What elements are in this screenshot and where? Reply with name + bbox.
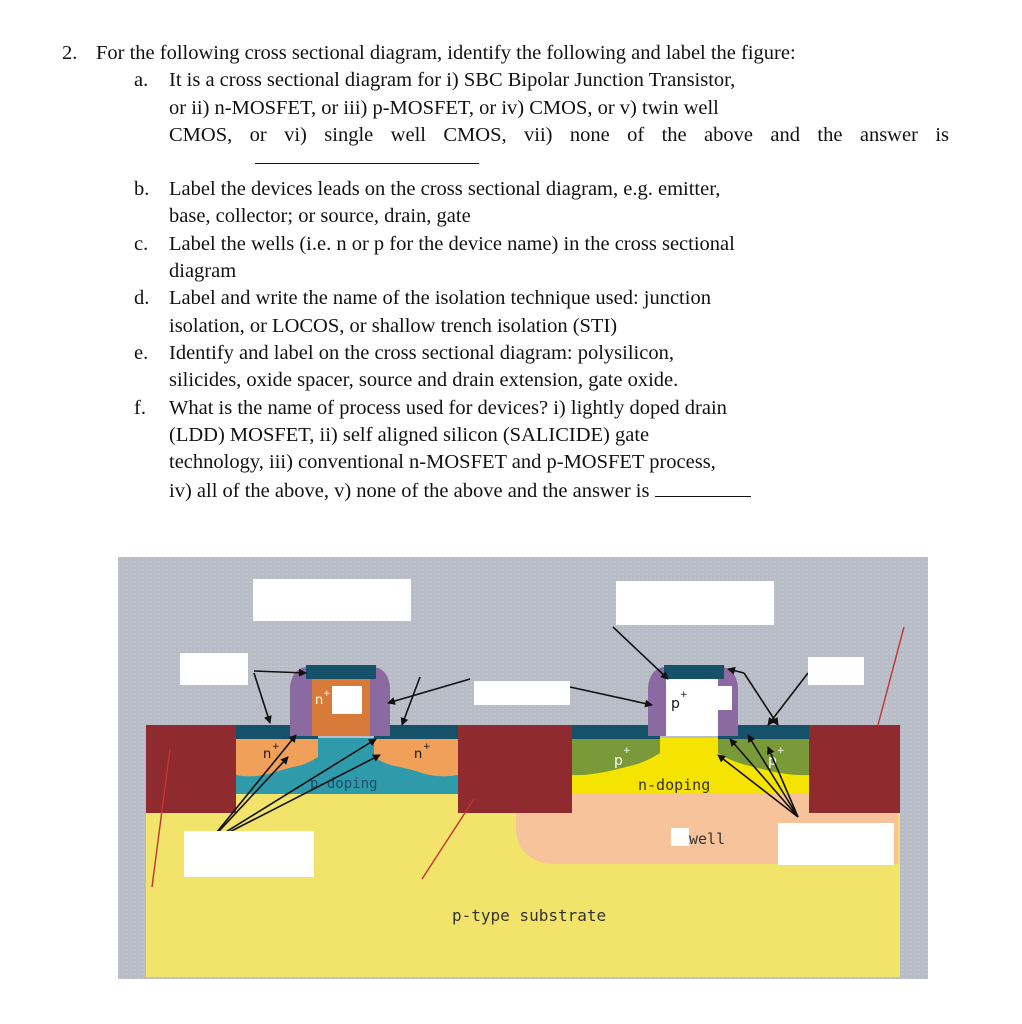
item-f: [134, 395, 962, 506]
question-items: [134, 67, 962, 505]
item-line: or ii) n-MOSFET, or iii) p-MOSFET, or iv) CMOS, or v) twin well: [169, 96, 719, 119]
answer-blank-a[interactable]: [255, 149, 479, 164]
cmos-cross-section-diagram: [118, 557, 928, 979]
nmos-gate-silicide: [306, 665, 376, 679]
item-label: f.: [134, 396, 146, 419]
item-line: (LDD) MOSFET, ii) self aligned silicon (SALICIDE) gate: [169, 423, 650, 446]
item-label: d.: [134, 287, 150, 310]
label-box-top-left[interactable]: [253, 579, 411, 621]
label-box-bottom-left[interactable]: [184, 831, 314, 877]
sti-isolation-middle: [458, 725, 572, 813]
item-line: iv) all of the above, v) none of the above and the answer is: [169, 480, 650, 503]
question-intro: For the following cross sectional diagram, identify the following and label the figure:: [96, 42, 796, 64]
silicide-pmos-source: [572, 725, 660, 739]
item-line: Label the devices leads on the cross sectional diagram, e.g. emitter,: [169, 178, 721, 201]
item-line: technology, iii) conventional n-MOSFET and p-MOSFET process,: [169, 451, 716, 474]
nmos-source-n-label: n: [263, 747, 272, 762]
item-b: [134, 176, 962, 231]
question-header: [62, 40, 962, 67]
n-doping-label: n-doping: [638, 776, 711, 794]
item-line: base, collector; or source, drain, gate: [169, 205, 471, 228]
item-line: Label and write the name of the isolation technique used: junction: [169, 287, 711, 310]
item-line: silicides, oxide spacer, source and drain extension, gate oxide.: [169, 369, 679, 392]
label-box-left[interactable]: [180, 653, 248, 685]
item-c: [134, 231, 962, 286]
nmos-source-plus-mark: +: [272, 742, 280, 752]
item-line: isolation, or LOCOS, or shallow trench isolation (STI): [169, 314, 618, 337]
item-line: Identify and label on the cross sectional diagram: polysilicon,: [169, 341, 674, 364]
item-line: It is a cross sectional diagram for i) SBC Bipolar Junction Transistor,: [169, 69, 736, 92]
sti-isolation-right: [809, 725, 900, 813]
label-box-middle[interactable]: [474, 681, 570, 705]
label-box-top-right[interactable]: [616, 581, 774, 625]
nmos-gate-n-label: n: [315, 693, 324, 708]
pmos-drain-plus-mark: +: [777, 746, 785, 756]
nmos-gate-label-box: [332, 686, 362, 714]
sti-isolation-left: [146, 725, 236, 813]
item-line: diagram: [169, 260, 237, 283]
answer-blank-f[interactable]: [655, 476, 751, 497]
item-label: e.: [134, 341, 149, 364]
well-label: well: [689, 830, 726, 848]
item-d: [134, 285, 962, 340]
p-doping-label: p-doping: [310, 776, 378, 792]
pmos-gate-silicide: [664, 665, 724, 679]
item-label: c.: [134, 232, 149, 255]
nmos-drain-plus-mark: +: [423, 742, 431, 752]
item-e: [134, 340, 962, 395]
pmos-gate-p-label: p: [671, 696, 680, 712]
nmos-drain-n-label: n: [414, 747, 423, 762]
item-label: b.: [134, 178, 150, 201]
label-box-right[interactable]: [808, 657, 864, 685]
well-type-label-box: [671, 828, 689, 846]
item-line: Label the wells (i.e. n or p for the device name) in the cross sectional: [169, 232, 735, 255]
item-label: a.: [134, 69, 149, 92]
question-number: 2.: [62, 42, 78, 64]
pmos-source-plus-mark: +: [623, 746, 631, 756]
question-block: [62, 40, 962, 506]
label-box-bottom-right[interactable]: [778, 823, 894, 865]
pmos-source-p-label: p: [614, 753, 623, 769]
item-a: [134, 67, 962, 149]
nmos-gate-plus-mark: +: [323, 689, 331, 699]
item-line: What is the name of process used for devices? i) lightly doped drain: [169, 396, 727, 419]
pmos-drain-p-label: p: [768, 753, 777, 769]
item-line: CMOS, or vi) single well CMOS, vii) none of the above and the answer is: [169, 123, 949, 146]
substrate-label: p-type substrate: [452, 906, 607, 925]
pmos-gate-label-box: [692, 686, 732, 710]
pmos-gate-plus-mark: +: [680, 690, 688, 700]
